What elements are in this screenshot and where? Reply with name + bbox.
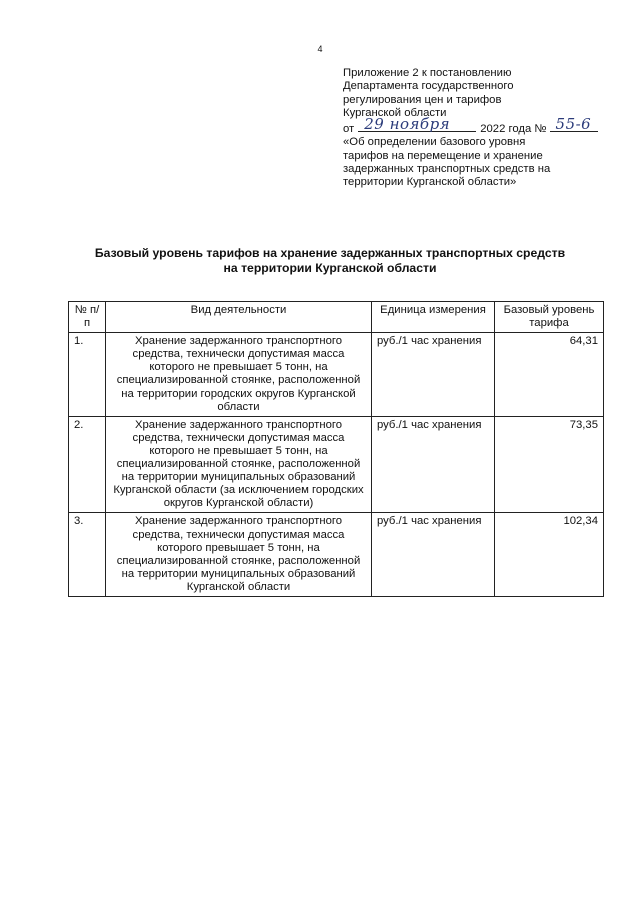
- appendix-subject-line: задержанных транспортных средств на: [343, 163, 551, 176]
- table-header-row: [69, 302, 604, 333]
- table-row: [69, 513, 604, 597]
- row-tariff: 73,35: [495, 416, 604, 513]
- row-unit: руб./1 час хранения: [372, 513, 495, 597]
- appendix-subject-line: территории Курганской области»: [343, 176, 517, 189]
- row-unit: руб./1 час хранения: [372, 416, 495, 513]
- row-tariff: 64,31: [495, 333, 604, 417]
- row-activity: Хранение задержанного транспортного средства, технически допустимая масса которого не превышает 5 тонн, на специализированной стоянке, расположенной на территории муниципальных образований Курганской области (за исключением городских округов Курганской области): [106, 416, 372, 513]
- row-unit: руб./1 час хранения: [372, 333, 495, 417]
- appendix-line: Курганской области: [343, 106, 447, 119]
- page-number: 4: [317, 44, 323, 54]
- appendix-subject-line: «Об определении базового уровня: [343, 136, 526, 149]
- date-blank: [358, 114, 476, 133]
- document-title: [60, 246, 600, 275]
- row-activity: Хранение задержанного транспортного средства, технически допустимая масса которого не превышает 5 тонн, на специализированной стоянке, расположенной на территории городских округов Курганской области: [106, 333, 372, 417]
- appendix-date-line: [343, 114, 613, 136]
- title-line-1: Базовый уровень тарифов на хранение задержанных транспортных средств: [94, 246, 566, 260]
- appendix-line: Департамента государственного: [343, 80, 514, 93]
- number-blank: [550, 114, 598, 133]
- handwritten-date: 29 ноября: [364, 114, 451, 133]
- header-tariff: Базовый уровень тарифа: [495, 302, 604, 333]
- date-prefix: от: [343, 123, 355, 136]
- row-tariff: 102,34: [495, 513, 604, 597]
- row-activity: Хранение задержанного транспортного средства, технически допустимая масса которого превышает 5 тонн, на специализированной стоянке, расположенной на территории муниципальных образований Курганской области: [106, 513, 372, 597]
- appendix-subject-line: тарифов на перемещение и хранение: [343, 149, 543, 162]
- tariff-table: [68, 301, 604, 597]
- appendix-header: [343, 67, 613, 190]
- title-line-2: на территории Курганской области: [223, 260, 437, 275]
- row-num: 3.: [69, 513, 106, 597]
- table-row: [69, 333, 604, 417]
- appendix-line: регулирования цен и тарифов: [343, 93, 502, 106]
- header-num: № п/п: [69, 302, 106, 333]
- appendix-line: Приложение 2 к постановлению: [343, 67, 512, 79]
- row-num: 2.: [69, 416, 106, 513]
- header-unit: Единица измерения: [372, 302, 495, 333]
- handwritten-number: 55-6: [555, 114, 592, 133]
- row-num: 1.: [69, 333, 106, 417]
- header-activity: Вид деятельности: [106, 302, 372, 333]
- table-row: [69, 416, 604, 513]
- year-text: 2022 года №: [480, 123, 547, 136]
